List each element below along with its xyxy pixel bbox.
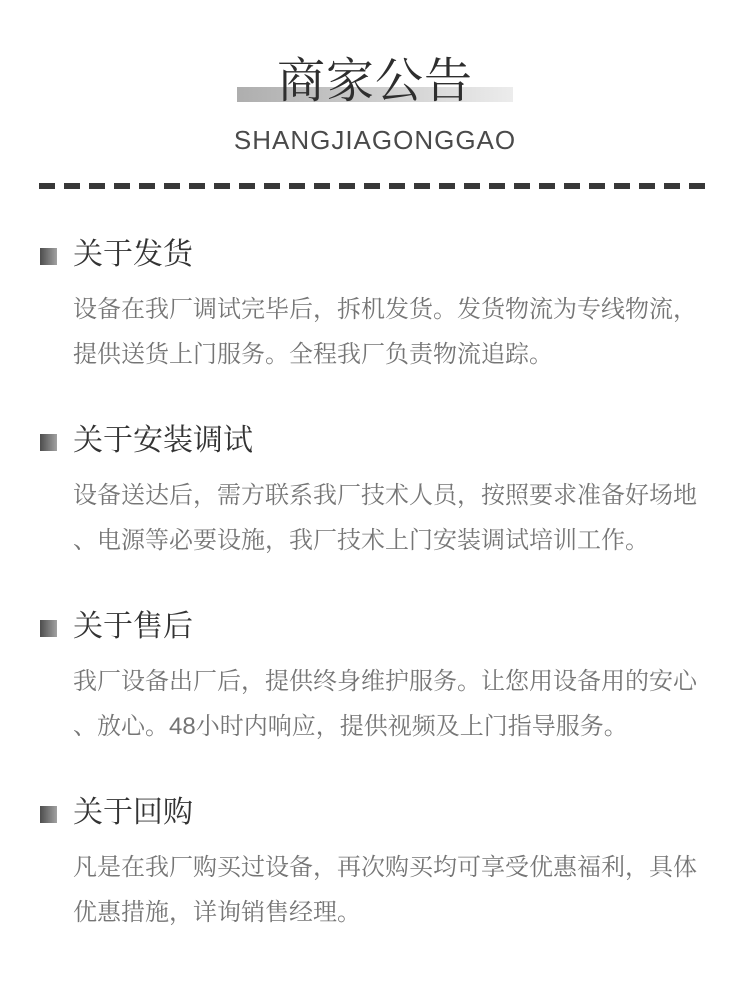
dashed-divider (39, 183, 711, 189)
body-line: 提供送货上门服务。全程我厂负责物流追踪。 (73, 341, 553, 368)
section-header (40, 237, 710, 273)
body-line: 我厂设备出厂后，提供终身维护服务。让您用设备用的安心 (73, 668, 697, 695)
section-buyback (40, 795, 710, 935)
section-body (73, 287, 710, 377)
section-body (73, 659, 710, 749)
section-title: 关于安装调试 (73, 424, 253, 457)
section-header (40, 795, 710, 831)
section-header (40, 609, 710, 645)
section-installation (40, 423, 710, 563)
body-line: 优惠措施，详询销售经理。 (73, 899, 361, 926)
body-line: 、电源等必要设施，我厂技术上门安装调试培训工作。 (73, 527, 649, 554)
section-header (40, 423, 710, 459)
page-header (0, 0, 750, 189)
square-bullet-icon (40, 620, 57, 637)
square-bullet-icon (40, 806, 57, 823)
section-shipping (40, 237, 710, 377)
page-title-wrap (277, 56, 473, 108)
sections-container (0, 237, 750, 935)
square-bullet-icon (40, 434, 57, 451)
section-title: 关于售后 (73, 610, 193, 643)
body-line: 、放心。48小时内响应，提供视频及上门指导服务。 (73, 713, 628, 740)
page-title: 商家公告 (276, 55, 473, 108)
section-body (73, 845, 710, 935)
section-aftersales (40, 609, 710, 749)
page-subtitle: SHANGJIAGONGGAO (233, 125, 517, 155)
body-line: 凡是在我厂购买过设备，再次购买均可享受优惠福利，具体 (73, 854, 697, 881)
section-title: 关于回购 (73, 796, 193, 829)
body-line: 设备送达后，需方联系我厂技术人员，按照要求准备好场地 (73, 482, 697, 509)
section-body (73, 473, 710, 563)
square-bullet-icon (40, 248, 57, 265)
body-line: 设备在我厂调试完毕后，拆机发货。发货物流为专线物流， (73, 296, 697, 323)
section-title: 关于发货 (73, 238, 193, 271)
